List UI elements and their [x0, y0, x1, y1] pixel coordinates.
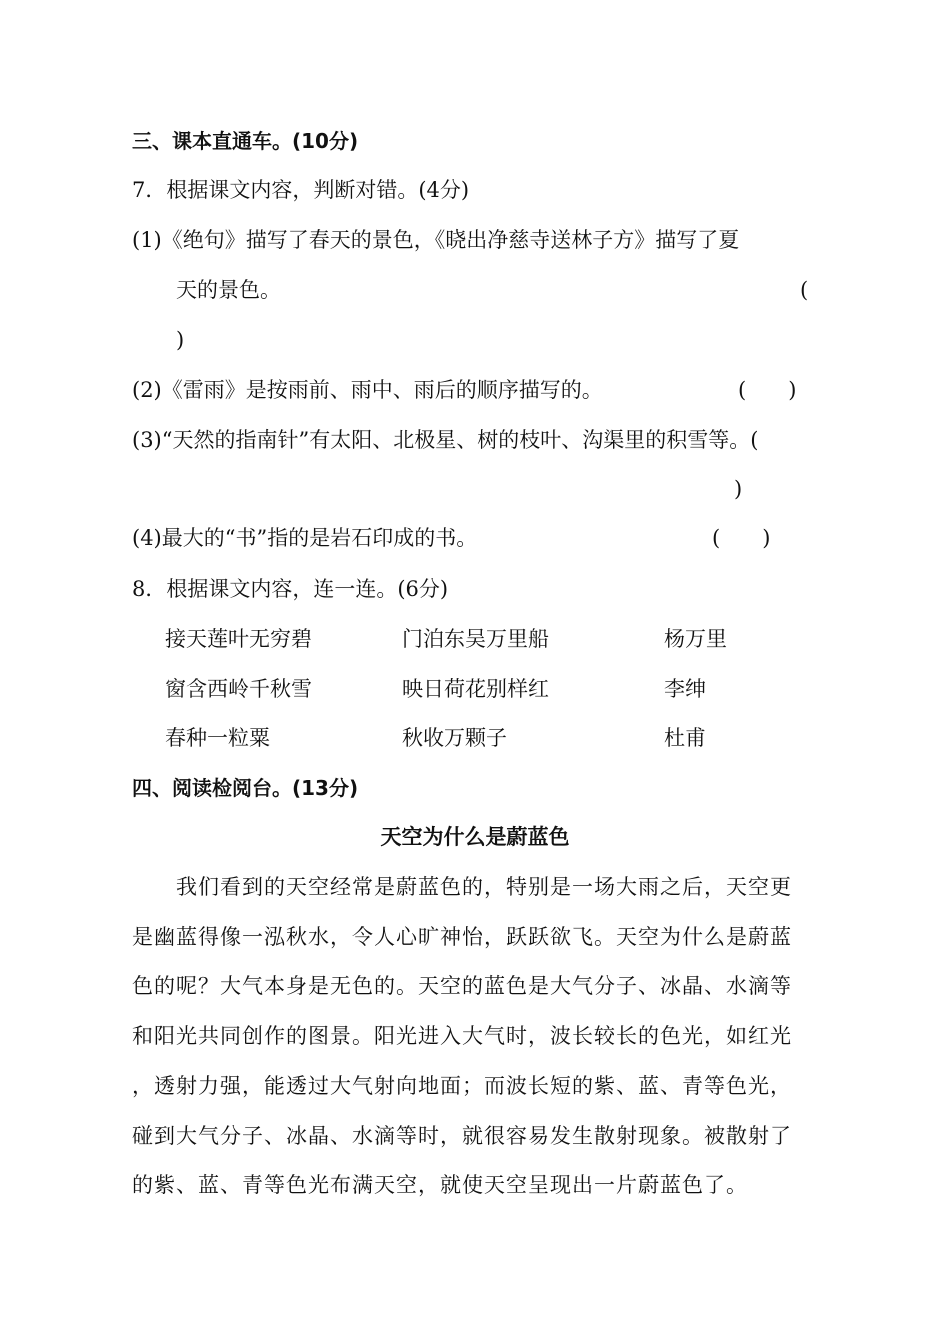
q8-title: 8．根据课文内容，连一连。(6分) — [132, 577, 449, 601]
q7-item3-answer-paren-close[interactable]: ) — [734, 477, 743, 501]
passage-line: 色的呢？大气本身是无色的。天空的蓝色是大气分子、冰晶、水滴等 — [132, 974, 792, 998]
q7-item1-line1: (1)《绝句》描写了春天的景色，《晓出净慈寺送林子方》描写了夏 — [132, 228, 740, 252]
passage-title: 天空为什么是蔚蓝色 — [380, 825, 570, 849]
match-col1-item[interactable]: 春种一粒粟 — [165, 726, 270, 750]
match-col2-item[interactable]: 秋收万颗子 — [402, 726, 507, 750]
passage-line: 我们看到的天空经常是蔚蓝色的，特别是一场大雨之后，天空更 — [176, 875, 792, 899]
passage-line: ，透射力强，能透过大气射向地面；而波长短的紫、蓝、青等色光， — [132, 1074, 792, 1098]
q7-item2-answer-paren[interactable]: ( ) — [738, 378, 797, 402]
passage-line: 的紫、蓝、青等色光布满天空，就使天空呈现出一片蔚蓝色了。 — [132, 1173, 748, 1197]
match-col1-item[interactable]: 窗含西岭千秋雪 — [165, 677, 312, 701]
match-col3-item[interactable]: 杜甫 — [664, 726, 706, 750]
passage-line: 和阳光共同创作的图景。阳光进入大气时，波长较长的色光，如红光 — [132, 1024, 792, 1048]
match-col2-item[interactable]: 门泊东吴万里船 — [402, 627, 549, 651]
q7-item3: (3)“天然的指南针”有太阳、北极星、树的枝叶、沟渠里的积雪等。( — [132, 428, 759, 452]
q7-item4: (4)最大的“书”指的是岩石印成的书。 — [132, 526, 478, 550]
q7-item4-answer-paren[interactable]: ( ) — [712, 526, 771, 550]
passage-line: 是幽蓝得像一泓秋水，令人心旷神怡，跃跃欲飞。天空为什么是蔚蓝 — [132, 925, 792, 949]
section3-heading: 三、课本直通车。(10分) — [132, 129, 359, 153]
q7-item1-answer-paren-close[interactable]: ) — [176, 328, 185, 352]
match-col1-item[interactable]: 接天莲叶无穷碧 — [165, 627, 312, 651]
section4-heading: 四、阅读检阅台。(13分) — [132, 776, 359, 800]
q7-item2: (2)《雷雨》是按雨前、雨中、雨后的顺序描写的。 — [132, 378, 603, 402]
match-col3-item[interactable]: 杨万里 — [664, 627, 727, 651]
match-col2-item[interactable]: 映日荷花别样红 — [402, 677, 549, 701]
q7-item1-answer-paren-open[interactable]: ( — [800, 278, 809, 302]
passage-line: 碰到大气分子、冰晶、水滴等时，就很容易发生散射现象。被散射了 — [132, 1124, 792, 1148]
match-col3-item[interactable]: 李绅 — [664, 677, 706, 701]
q7-item1-line2: 天的景色。 — [176, 278, 281, 302]
q7-title: 7．根据课文内容，判断对错。(4分) — [132, 178, 470, 202]
